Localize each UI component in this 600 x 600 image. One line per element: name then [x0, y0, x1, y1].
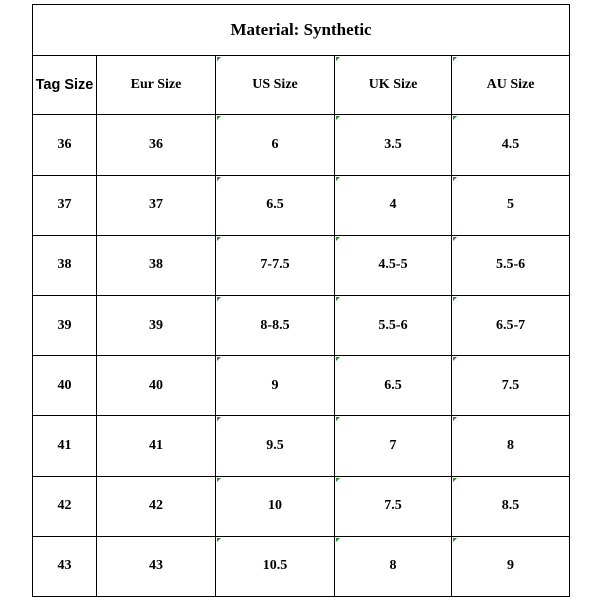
uk-size-cell: 7	[335, 416, 452, 476]
header-au-size: AU Size	[452, 56, 570, 115]
uk-size-cell: 3.5	[335, 115, 452, 175]
eur-size-cell: 38	[97, 235, 216, 295]
tag-size-cell: 38	[33, 235, 97, 295]
eur-size-cell: 39	[97, 295, 216, 355]
uk-size-cell: 5.5-6	[335, 295, 452, 355]
tag-size-cell: 41	[33, 416, 97, 476]
table-row	[33, 295, 570, 355]
us-size-cell: 8-8.5	[216, 295, 335, 355]
table-row	[33, 476, 570, 536]
eur-size-cell: 37	[97, 175, 216, 235]
tag-size-cell: 43	[33, 536, 97, 596]
us-size-cell: 10.5	[216, 536, 335, 596]
au-size-cell: 4.5	[452, 115, 570, 175]
eur-size-cell: 41	[97, 416, 216, 476]
au-size-cell: 5.5-6	[452, 235, 570, 295]
tag-size-cell: 39	[33, 295, 97, 355]
table-row	[33, 115, 570, 175]
uk-size-cell: 4.5-5	[335, 235, 452, 295]
header-tag-size: Tag Size	[33, 56, 97, 115]
us-size-cell: 7-7.5	[216, 235, 335, 295]
uk-size-cell: 7.5	[335, 476, 452, 536]
table-row	[33, 235, 570, 295]
table-row	[33, 356, 570, 416]
header-us-size: US Size	[216, 56, 335, 115]
size-chart-table	[32, 4, 570, 597]
eur-size-cell: 43	[97, 536, 216, 596]
au-size-cell: 8	[452, 416, 570, 476]
us-size-cell: 9.5	[216, 416, 335, 476]
au-size-cell: 7.5	[452, 356, 570, 416]
header-row	[33, 56, 570, 115]
title-row	[33, 5, 570, 56]
table-title: Material: Synthetic	[33, 5, 570, 56]
uk-size-cell: 4	[335, 175, 452, 235]
tag-size-cell: 42	[33, 476, 97, 536]
header-uk-size: UK Size	[335, 56, 452, 115]
au-size-cell: 6.5-7	[452, 295, 570, 355]
au-size-cell: 5	[452, 175, 570, 235]
table-row	[33, 536, 570, 596]
tag-size-cell: 40	[33, 356, 97, 416]
au-size-cell: 9	[452, 536, 570, 596]
eur-size-cell: 42	[97, 476, 216, 536]
au-size-cell: 8.5	[452, 476, 570, 536]
uk-size-cell: 6.5	[335, 356, 452, 416]
table-row	[33, 175, 570, 235]
uk-size-cell: 8	[335, 536, 452, 596]
us-size-cell: 10	[216, 476, 335, 536]
us-size-cell: 6.5	[216, 175, 335, 235]
tag-size-cell: 37	[33, 175, 97, 235]
eur-size-cell: 40	[97, 356, 216, 416]
eur-size-cell: 36	[97, 115, 216, 175]
us-size-cell: 6	[216, 115, 335, 175]
header-eur-size: Eur Size	[97, 56, 216, 115]
table-row	[33, 416, 570, 476]
tag-size-cell: 36	[33, 115, 97, 175]
us-size-cell: 9	[216, 356, 335, 416]
